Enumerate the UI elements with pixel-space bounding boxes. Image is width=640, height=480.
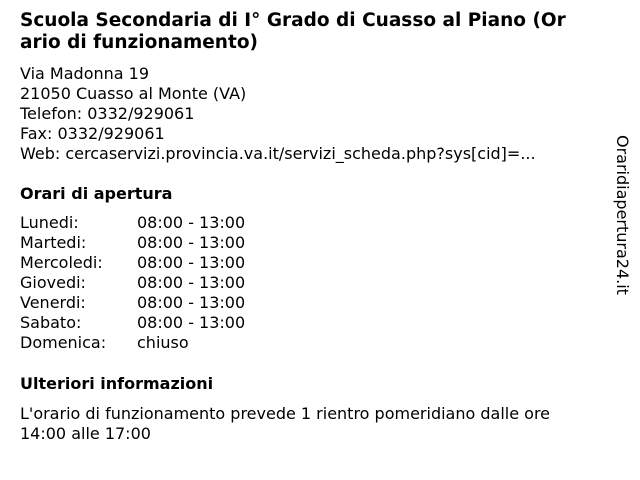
hours-row-saturday [20,313,320,333]
hours-row-friday [20,293,320,313]
additional-info-heading: Ulteriori informazioni [20,374,214,393]
page-title: Scuola Secondaria di I° Grado di Cuasso al Piano (Or ario di funzionamento) [20,10,566,53]
time-value: 08:00 - 13:00 [137,313,246,332]
day-label: Lunedi: [20,213,79,232]
time-value: chiuso [137,333,189,352]
day-label: Giovedi: [20,273,86,292]
hours-row-wednesday [20,253,320,273]
hours-row-thursday [20,273,320,293]
address-street: Via Madonna 19 [20,64,150,83]
site-watermark: Oraridiapertura24.it [613,135,632,295]
hours-row-tuesday [20,233,320,253]
website-link[interactable]: Web: cercaservizi.provincia.va.it/servizi_scheda.php?sys[cid]=... [20,144,536,163]
opening-hours-table [20,213,320,353]
day-label: Martedi: [20,233,87,252]
time-value: 08:00 - 13:00 [137,213,246,232]
time-value: 08:00 - 13:00 [137,293,246,312]
opening-hours-heading: Orari di apertura [20,184,173,203]
hours-row-monday [20,213,320,233]
day-label: Domenica: [20,333,107,352]
time-value: 08:00 - 13:00 [137,253,246,272]
fax-number: Fax: 0332/929061 [20,124,165,143]
day-label: Mercoledi: [20,253,103,272]
day-label: Sabato: [20,313,82,332]
phone-number: Telefon: 0332/929061 [20,104,195,123]
time-value: 08:00 - 13:00 [137,273,246,292]
additional-info-text: L'orario di funzionamento prevede 1 rientro pomeridiano dalle ore 14:00 alle 17:00 [20,404,551,443]
address-block [20,64,536,164]
time-value: 08:00 - 13:00 [137,233,246,252]
address-city: 21050 Cuasso al Monte (VA) [20,84,247,103]
day-label: Venerdi: [20,293,86,312]
hours-row-sunday [20,333,320,353]
